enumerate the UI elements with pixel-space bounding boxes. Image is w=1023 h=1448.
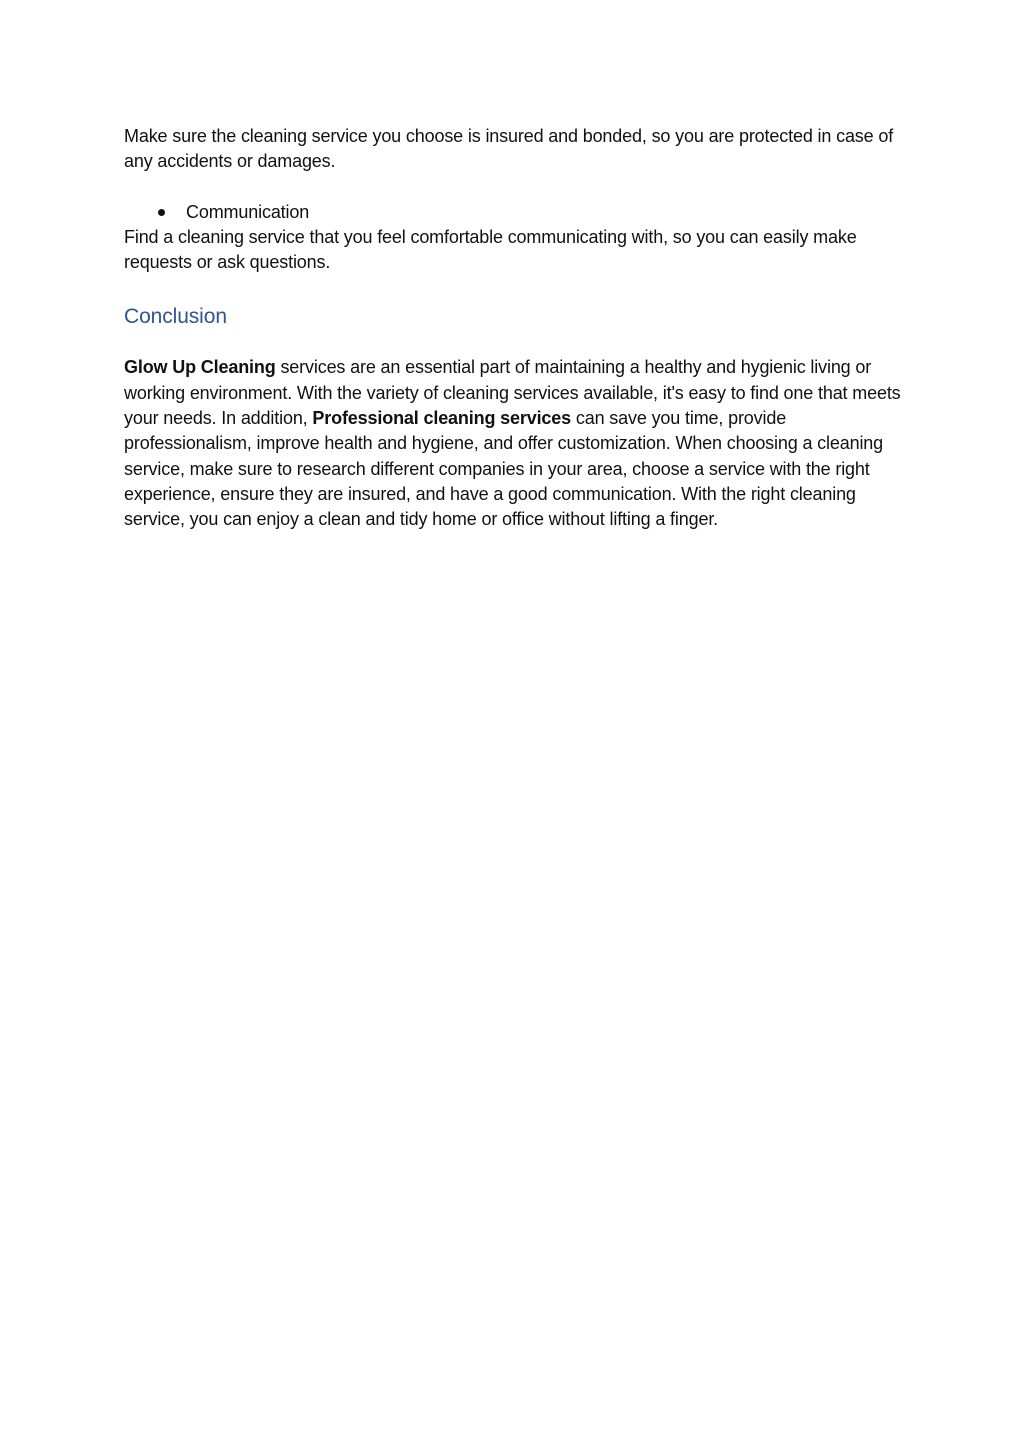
conclusion-text-part-1: services are an essential part of maintaining a healthy and hygienic living or working environment. With the variety of cleaning services available, it's easy to find one that meets your needs. In addition, <box>124 357 901 429</box>
bullet-item-label: Communication <box>186 201 310 222</box>
communication-paragraph: Find a cleaning service that you feel comfortable communicating with, so you can easily make requests or ask questions. <box>124 226 857 273</box>
professional-services-bold: Professional cleaning services <box>312 408 572 429</box>
bullet-dot-icon <box>158 209 165 216</box>
insurance-paragraph: Make sure the cleaning service you choose is insured and bonded, so you are protected in case of any accidents or damages. <box>124 126 894 172</box>
bullet-item-communication <box>124 200 904 225</box>
bullet-list <box>124 200 904 225</box>
document-body <box>124 124 904 533</box>
conclusion-text-part-2: can save you time, provide professionalism, improve health and hygiene, and offer customization. When choosing a cleaning service, make sure to research different companies in your area, choose a service with the right experience, ensure they are insured, and have a good communication. With the right cleaning service, you can enjoy a clean and tidy home or office without lifting a finger. <box>124 408 884 530</box>
conclusion-heading: Conclusion <box>124 305 227 329</box>
brand-name-bold: Glow Up Cleaning <box>124 357 276 378</box>
conclusion-paragraph <box>124 355 904 532</box>
